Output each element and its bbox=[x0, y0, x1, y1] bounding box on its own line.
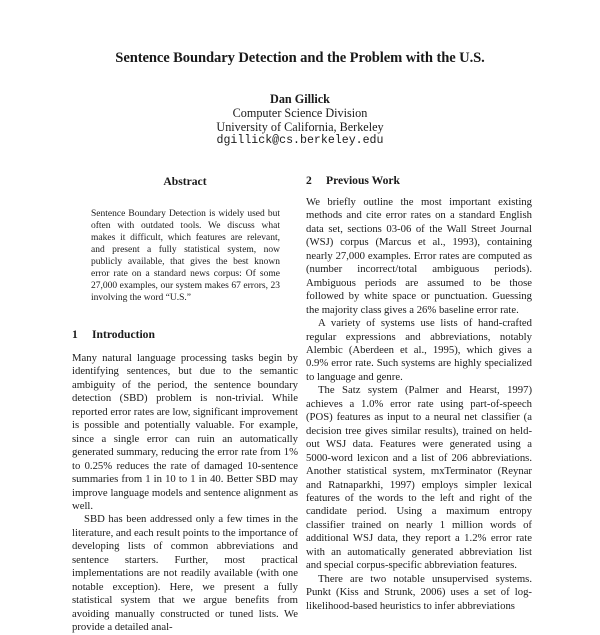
paragraph: SBD has been addressed only a few times in the literature, and each result points to the importance of developing lists of common abbreviations and sentence starters. Further, most practical implementations are not readily available (with one notable exception). Here, we present a fully statistical system that we argue benefits from avoiding manually constructed or tuned lists. We provide a detailed anal- bbox=[72, 513, 298, 634]
paragraph: There are two notable unsupervised systems. Punkt (Kiss and Strunk, 2006) uses a set of log-likelihood-based heuristics to infer abbreviations bbox=[306, 572, 532, 612]
section-title: Introduction bbox=[92, 328, 155, 341]
paper-title: Sentence Boundary Detection and the Problem with the U.S. bbox=[115, 50, 485, 66]
paragraph: We briefly outline the most important existing methods and cite error rates on a standard English data set, sections 03-06 of the Wall Street Journal (WSJ) corpus (Marcus et al., 1993), containing nearly 27,000 examples. Error rates are computed as (number incorrect/total ambiguous periods). Ambiguous periods are assumed to be those followed by white space or punctuation. Guessing the majority class gives a 26% baseline error rate. bbox=[306, 196, 532, 316]
paragraph: A variety of systems use lists of hand-crafted regular expressions and abbreviations, notably Alembic (Aberdeen et al., 1995), which gives a 0.9% error rate. Such systems are highly specialized to language and genre. bbox=[306, 317, 532, 383]
paragraph: Many natural language processing tasks begin by identifying sentences, but due to the semantic ambiguity of the period, the sentence boundary detection (SBD) problem is non-trivial. While reported error rates are low, significant improvement is possible and potentially valuable. For example, since a single error can ruin an automatically generated summary, reducing the error rate from 1% to 0.25% reduces the rate of damaged 10-sentence summaries from 1 in 10 to 1 in 40. Better SBD may improve language models and sentence alignment as well. bbox=[72, 352, 298, 512]
section-number: 1 bbox=[72, 328, 78, 341]
section-heading-previous-work bbox=[306, 174, 400, 187]
previous-work-body bbox=[306, 196, 532, 613]
author-block bbox=[0, 92, 600, 148]
introduction-body bbox=[72, 352, 298, 635]
abstract-paragraph: Sentence Boundary Detection is widely used but often with outdated tools. We discuss what makes it difficult, which features are relevant, and present a fully statistical system, now publicly available, that gives the best known error rate on a standard news corpus: Of some 27,000 examples, our system makes 67 errors, 23 involving the word “U.S.” bbox=[91, 209, 280, 303]
section-number: 2 bbox=[306, 174, 312, 187]
author-name: Dan Gillick bbox=[270, 92, 330, 106]
section-heading-introduction bbox=[72, 328, 155, 341]
paragraph: The Satz system (Palmer and Hearst, 1997) achieves a 1.0% error rate using part-of-speech (POS) features as input to a neural net classifier (a decision tree gives similar results), trained on held-out WSJ data. Features were generated using a 5000-word lexicon and a list of 206 abbreviations. Another statistical system, mxTerminator (Reynar and Ratnaparkhi, 1997) employs simpler lexical features of the words to the left and right of the candidate period. Using a maximum entropy classifier trained on nearly 1 million words of additional WSJ data, they report a 1.2% error rate with an automatically generated abbreviation list and special corpus-specific abbreviation features. bbox=[306, 384, 532, 572]
author-email: dgillick@cs.berkeley.edu bbox=[216, 134, 384, 147]
abstract-text bbox=[91, 208, 280, 304]
section-title: Previous Work bbox=[326, 174, 400, 187]
abstract-heading: Abstract bbox=[163, 175, 207, 188]
author-institution: University of California, Berkeley bbox=[216, 120, 384, 134]
author-department: Computer Science Division bbox=[232, 106, 368, 120]
